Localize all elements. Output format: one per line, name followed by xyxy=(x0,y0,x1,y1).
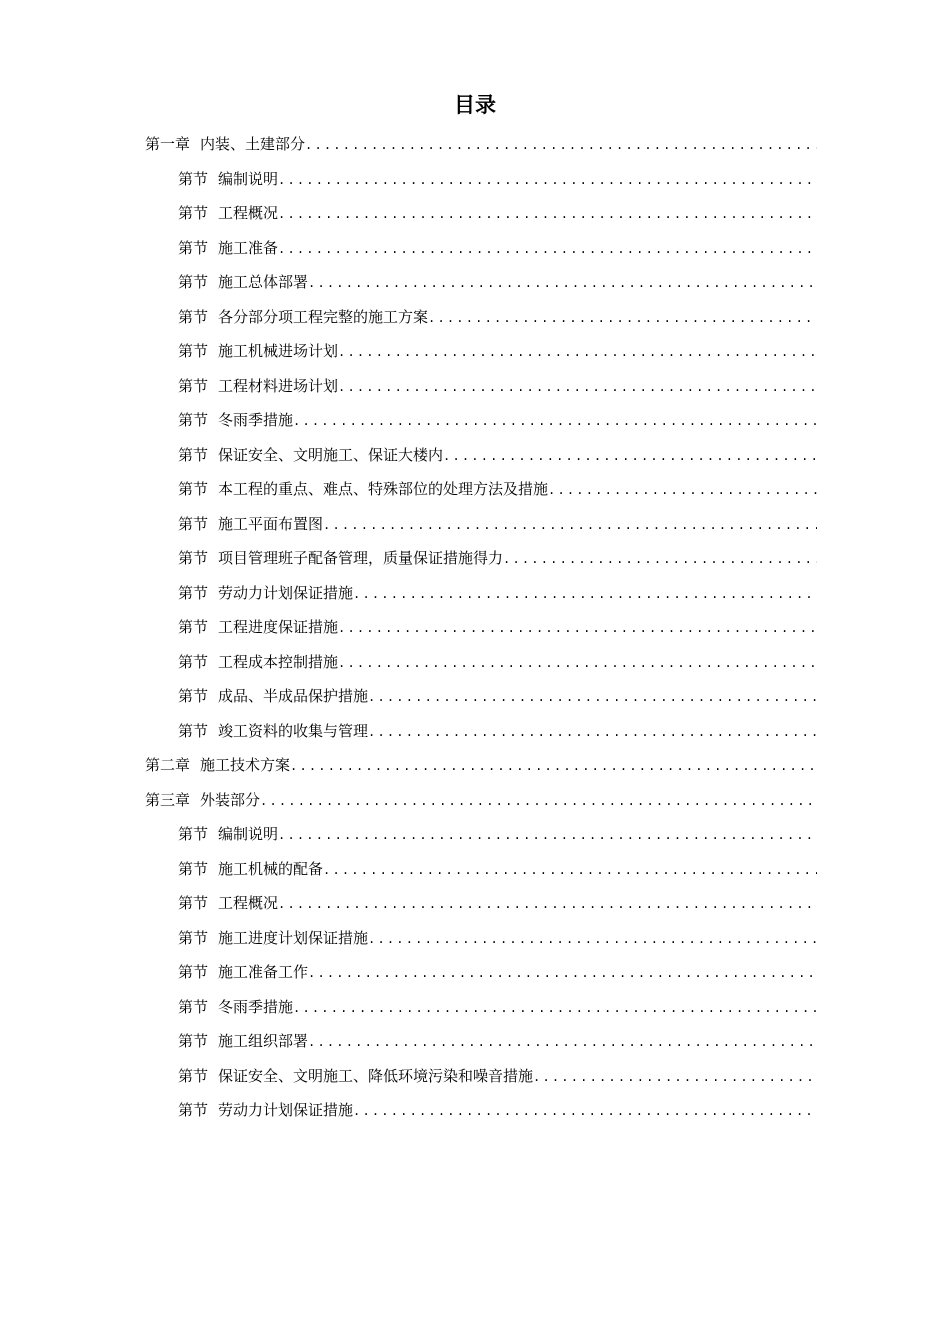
toc-entry-title: 编制说明 xyxy=(218,825,279,843)
toc-list xyxy=(145,127,817,1128)
dot-leader xyxy=(548,473,817,507)
toc-entry-number: 第节 xyxy=(178,1032,209,1050)
dot-leader xyxy=(368,922,817,956)
toc-chapter-entry[interactable] xyxy=(145,748,817,783)
dot-leader xyxy=(338,335,817,369)
toc-section-entry[interactable] xyxy=(145,507,817,542)
dot-leader xyxy=(323,508,817,542)
toc-entry-title: 外装部分 xyxy=(200,790,261,809)
toc-section-entry[interactable] xyxy=(145,990,817,1025)
toc-title: 目录 xyxy=(454,93,496,117)
toc-entry-title: 施工机械的配备 xyxy=(218,859,324,878)
toc-entry-title: 施工准备 xyxy=(218,238,279,257)
toc-section-entry[interactable] xyxy=(145,714,817,749)
dot-leader xyxy=(293,991,817,1025)
toc-entry-number: 第节 xyxy=(178,307,209,326)
toc-entry-number: 第节 xyxy=(178,411,209,429)
toc-entry-title: 内装、土建部分 xyxy=(200,135,306,153)
dot-leader xyxy=(308,1025,817,1059)
dot-leader xyxy=(278,818,817,852)
toc-entry-title: 编制说明 xyxy=(218,169,279,188)
toc-entry-title: 施工组织部署 xyxy=(218,1032,309,1050)
toc-entry-number: 第二章 xyxy=(145,756,191,774)
dot-leader xyxy=(368,680,817,714)
toc-entry-number: 第节 xyxy=(178,652,209,671)
toc-entry-number: 第节 xyxy=(178,238,209,257)
toc-section-entry[interactable] xyxy=(145,886,817,921)
toc-section-entry[interactable] xyxy=(145,231,817,266)
dot-leader xyxy=(305,128,817,162)
toc-entry-title: 施工机械进场计划 xyxy=(218,342,339,360)
toc-entry-title: 施工进度计划保证措施 xyxy=(218,928,369,947)
toc-entry-number: 第节 xyxy=(178,445,209,464)
dot-leader xyxy=(278,232,817,266)
toc-section-entry[interactable] xyxy=(145,300,817,335)
toc-section-entry[interactable] xyxy=(145,334,817,369)
toc-section-entry[interactable] xyxy=(145,679,817,714)
toc-section-entry[interactable] xyxy=(145,1059,817,1094)
toc-section-entry[interactable] xyxy=(145,817,817,852)
toc-entry-number: 第节 xyxy=(178,687,209,705)
toc-entry-title: 保证安全、文明施工、保证大楼内 xyxy=(218,445,444,464)
toc-section-entry[interactable] xyxy=(145,921,817,956)
toc-section-entry[interactable] xyxy=(145,955,817,990)
toc-entry-title: 冬雨季措施 xyxy=(218,997,294,1016)
dot-leader xyxy=(278,163,817,197)
dot-leader xyxy=(443,439,817,473)
toc-entry-number: 第节 xyxy=(178,618,209,636)
toc-section-entry[interactable] xyxy=(145,1093,817,1128)
dot-leader xyxy=(368,715,817,749)
toc-entry-title: 成品、半成品保护措施 xyxy=(218,687,369,705)
toc-entry-title: 冬雨季措施 xyxy=(218,411,294,429)
toc-entry-title: 施工技术方案 xyxy=(200,756,291,774)
toc-entry-title: 项目管理班子配备管理，质量保证措施得力 xyxy=(218,549,504,567)
dot-leader xyxy=(338,611,817,645)
dot-leader xyxy=(293,404,817,438)
toc-section-entry[interactable] xyxy=(145,645,817,680)
dot-leader xyxy=(428,301,817,335)
toc-entry-title: 劳动力计划保证措施 xyxy=(218,1101,354,1119)
toc-entry-number: 第节 xyxy=(178,1101,209,1119)
toc-entry-number: 第节 xyxy=(178,825,209,843)
toc-section-entry[interactable] xyxy=(145,162,817,197)
dot-leader xyxy=(338,646,817,680)
toc-entry-number: 第节 xyxy=(178,480,209,498)
dot-leader xyxy=(278,887,817,921)
toc-entry-title: 各分部分项工程完整的施工方案 xyxy=(218,307,429,326)
toc-entry-number: 第节 xyxy=(178,514,209,533)
toc-entry-number: 第三章 xyxy=(145,790,191,809)
toc-entry-title: 工程概况 xyxy=(218,894,279,912)
dot-leader xyxy=(323,853,817,887)
toc-entry-title: 本工程的重点、难点、特殊部位的处理方法及措施 xyxy=(218,480,549,498)
toc-entry-number: 第节 xyxy=(178,273,209,291)
toc-entry-number: 第节 xyxy=(178,342,209,360)
toc-entry-title: 施工准备工作 xyxy=(218,963,309,981)
dot-leader xyxy=(308,266,817,300)
toc-entry-number: 第节 xyxy=(178,1066,209,1085)
toc-entry-title: 工程材料进场计划 xyxy=(218,376,339,395)
dot-leader xyxy=(353,1094,817,1128)
toc-entry-number: 第节 xyxy=(178,721,209,740)
toc-section-entry[interactable] xyxy=(145,265,817,300)
toc-entry-number: 第节 xyxy=(178,894,209,912)
dot-leader xyxy=(290,749,817,783)
toc-entry-number: 第节 xyxy=(178,549,209,567)
toc-section-entry[interactable] xyxy=(145,610,817,645)
toc-entry-number: 第一章 xyxy=(145,135,191,153)
toc-section-entry[interactable] xyxy=(145,403,817,438)
toc-entry-title: 施工总体部署 xyxy=(218,273,309,291)
dot-leader xyxy=(260,784,817,818)
toc-entry-title: 工程进度保证措施 xyxy=(218,618,339,636)
toc-section-entry[interactable] xyxy=(145,576,817,611)
toc-section-entry[interactable] xyxy=(145,438,817,473)
dot-leader xyxy=(308,956,817,990)
toc-entry-title: 施工平面布置图 xyxy=(218,514,324,533)
toc-entry-number: 第节 xyxy=(178,583,209,602)
toc-entry-number: 第节 xyxy=(178,376,209,395)
toc-entry-number: 第节 xyxy=(178,204,209,222)
toc-entry-title: 保证安全、文明施工、降低环境污染和噪音措施 xyxy=(218,1066,534,1085)
toc-entry-number: 第节 xyxy=(178,928,209,947)
toc-entry-title: 工程成本控制措施 xyxy=(218,652,339,671)
toc-entry-title: 劳动力计划保证措施 xyxy=(218,583,354,602)
toc-entry-number: 第节 xyxy=(178,859,209,878)
toc-section-entry[interactable] xyxy=(145,196,817,231)
toc-entry-number: 第节 xyxy=(178,169,209,188)
toc-section-entry[interactable] xyxy=(145,541,817,576)
dot-leader xyxy=(503,542,817,576)
toc-entry-title: 竣工资料的收集与管理 xyxy=(218,721,369,740)
dot-leader xyxy=(533,1060,817,1094)
toc-entry-number: 第节 xyxy=(178,997,209,1016)
toc-section-entry[interactable] xyxy=(145,1024,817,1059)
dot-leader xyxy=(278,197,817,231)
toc-chapter-entry[interactable] xyxy=(145,127,817,162)
toc-section-entry[interactable] xyxy=(145,472,817,507)
dot-leader xyxy=(353,577,817,611)
toc-section-entry[interactable] xyxy=(145,369,817,404)
toc-section-entry[interactable] xyxy=(145,852,817,887)
toc-entry-number: 第节 xyxy=(178,963,209,981)
toc-chapter-entry[interactable] xyxy=(145,783,817,818)
toc-entry-title: 工程概况 xyxy=(218,204,279,222)
dot-leader xyxy=(338,370,817,404)
